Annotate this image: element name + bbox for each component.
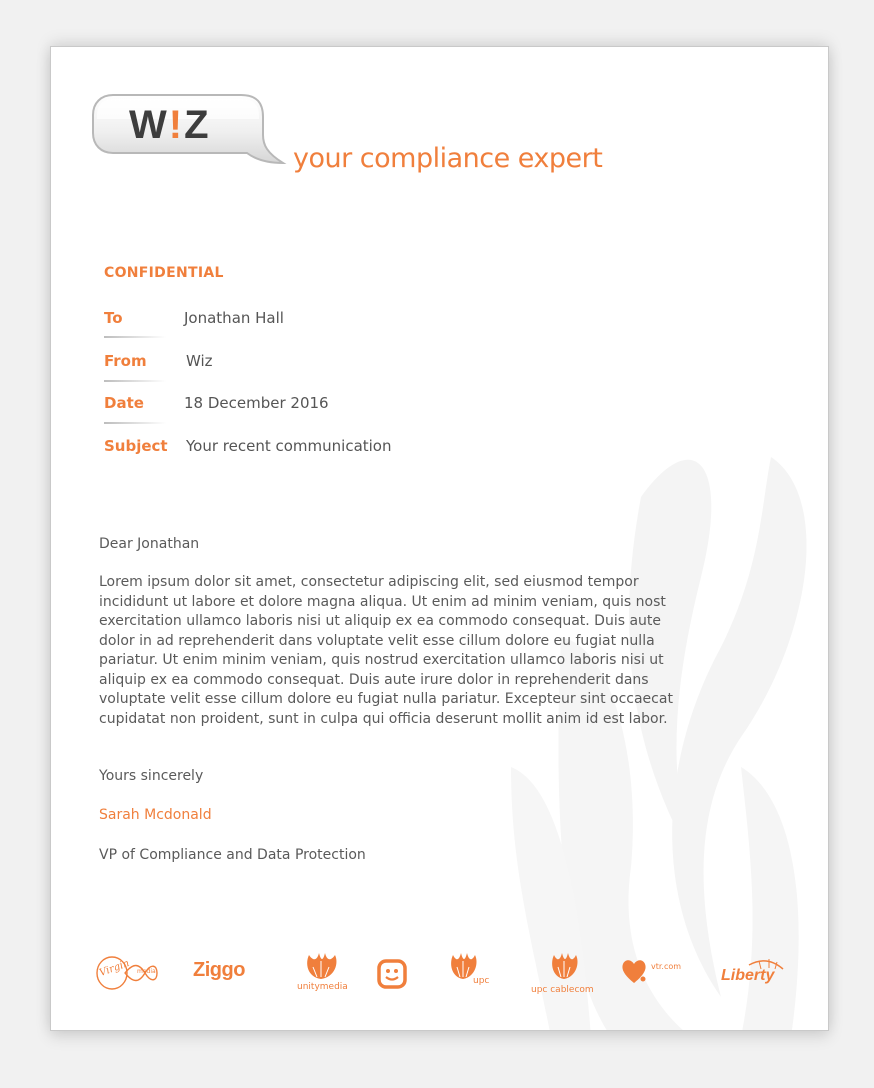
- vtr-heart-icon: [619, 957, 649, 985]
- upc-logo: [443, 949, 493, 999]
- upc-cablecom-logo: [529, 949, 599, 999]
- signer-name: Sarah Mcdonald: [99, 807, 212, 823]
- watermark-graphic: [491, 437, 829, 1031]
- letter-page: [50, 46, 829, 1031]
- telenet-logo: [377, 959, 407, 989]
- signer-title: VP of Compliance and Data Protection: [99, 847, 366, 863]
- meta-from-row: [104, 352, 504, 376]
- closing: Yours sincerely: [99, 768, 204, 784]
- virgin-media-label: media: [137, 968, 156, 975]
- from-value: Wiz: [186, 352, 213, 370]
- upc-cablecom-label: upc cablecom: [531, 985, 594, 995]
- date-label: Date: [104, 394, 144, 412]
- meta-date-row: [104, 394, 504, 418]
- unitymedia-label: unitymedia: [297, 982, 348, 992]
- from-label: From: [104, 352, 147, 370]
- unitymedia-logo: [291, 949, 351, 999]
- meta-divider: [104, 380, 166, 382]
- meta-to-row: [104, 309, 504, 333]
- virgin-media-logo: [95, 953, 159, 993]
- date-value: 18 December 2016: [184, 394, 329, 412]
- meta-divider: [104, 422, 166, 424]
- vtr-logo: [619, 957, 691, 987]
- meta-subject-row: [104, 437, 504, 461]
- tagline: your compliance expert: [293, 143, 603, 174]
- to-label: To: [104, 309, 123, 327]
- wiz-logo-text: W!Z: [129, 103, 211, 147]
- vtr-label: vtr.com: [651, 962, 682, 971]
- ziggo-label: Ziggo: [193, 959, 245, 981]
- subject-value: Your recent communication: [186, 437, 392, 455]
- upc-cablecom-flower-icon: [529, 949, 599, 981]
- salutation: Dear Jonathan: [99, 536, 200, 552]
- upc-label: upc: [473, 976, 490, 986]
- liberty-logo: [719, 957, 789, 987]
- virgin-label: Virgin: [98, 958, 132, 979]
- letter-body-paragraph: Lorem ipsum dolor sit amet, consectetur adipiscing elit, sed eiusmod tempor incididunt ut labore et dolore magna aliqua. Ut enim ad minim veniam, quis nost exercitation ullamco laboris nisi ut aliquip ex ea commodo consequat. Duis aute dolor in ad reprehenderit dans voluptate velit esse cillum dolore eu fugiat nulla pariatur. Ut enim minim veniam, quis nostrud exercitation ullamco laboris nisi ut aliquip ex ea commodo consequat. Duis aute irure dolor in reprehenderit dans voluptate velit esse cillum dolore eu fugiat nulla pariatur. Excepteur sint occaecat cupidatat non proident, sunt in culpa qui officia deserunt mollit anim id est labor.: [99, 574, 673, 727]
- meta-divider: [104, 336, 166, 338]
- to-value: Jonathan Hall: [184, 309, 284, 327]
- ziggo-logo: [193, 959, 245, 982]
- smiley-tv-icon: [377, 959, 407, 989]
- subject-label: Subject: [104, 437, 168, 455]
- unitymedia-flower-icon: [291, 949, 351, 981]
- brand-logos: [91, 947, 791, 1007]
- liberty-label: Liberty: [721, 967, 775, 984]
- confidential-heading: CONFIDENTIAL: [104, 265, 224, 281]
